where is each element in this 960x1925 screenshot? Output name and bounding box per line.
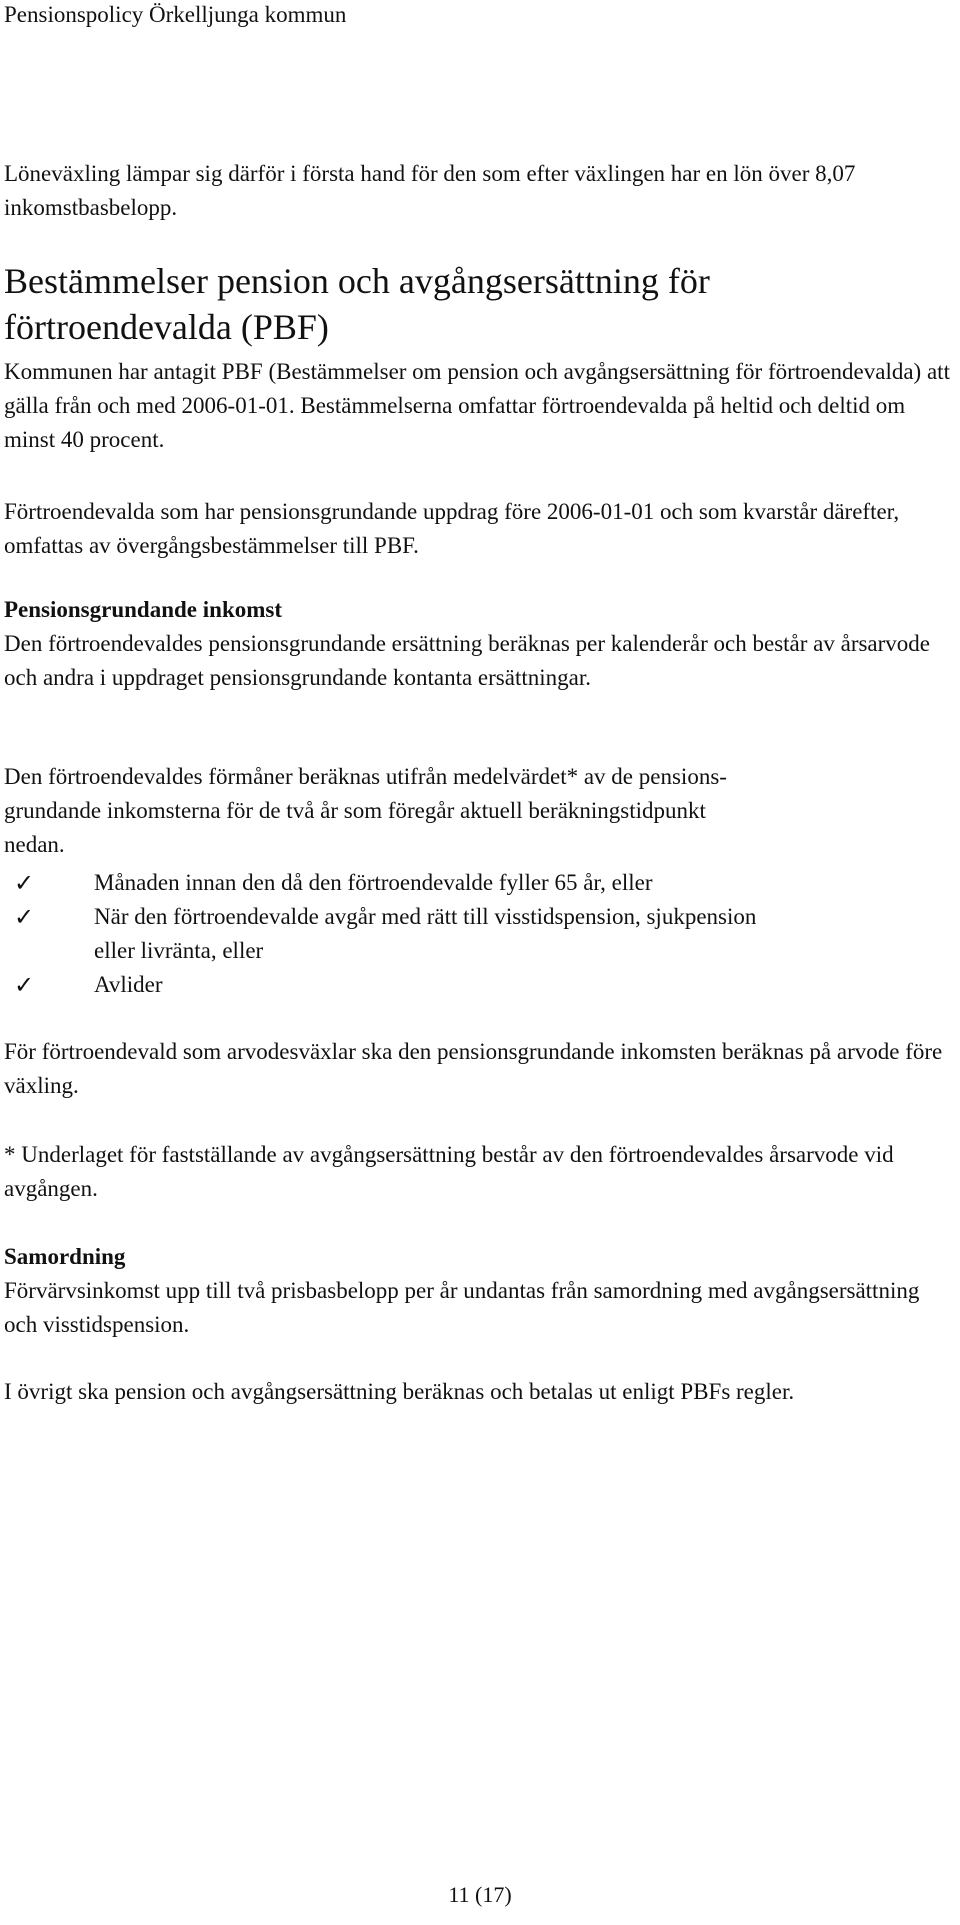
check-icon: ✓ bbox=[13, 869, 35, 897]
checklist-item-text-continued: eller livränta, eller bbox=[94, 938, 264, 963]
checklist bbox=[4, 866, 956, 1002]
checklist-item-text: Avlider bbox=[94, 972, 163, 997]
paragraph-inkomst-2-line1: Den förtroendevaldes förmåner beräknas utifrån medelvärdet* av de pensions- bbox=[4, 764, 727, 789]
paragraph-inkomst-2 bbox=[4, 760, 956, 862]
section-heading-inkomst: Pensionsgrundande inkomst bbox=[4, 597, 282, 622]
section-heading-pbf-line1: Bestämmelser pension och avgångsersättning för bbox=[4, 261, 710, 301]
paragraph-samordning-2: I övrigt ska pension och avgångsersättning beräknas och betalas ut enligt PBFs regler. bbox=[4, 1379, 795, 1404]
check-icon: ✓ bbox=[13, 903, 35, 931]
paragraph-arvodesvaxling: För förtroendevald som arvodesväxlar ska den pensionsgrundande inkomsten beräknas på arvode före växling. bbox=[4, 1039, 943, 1098]
checklist-item bbox=[4, 900, 956, 968]
paragraph-pbf-transition: Förtroendevalda som har pensionsgrundande uppdrag före 2006-01-01 och som kvarstår därefter, omfattas av övergångsbestämmelser till PBF. bbox=[4, 499, 900, 558]
checklist-item bbox=[4, 866, 956, 900]
paragraph-inkomst-1: Den förtroendevaldes pensionsgrundande ersättning beräknas per kalenderår och består av årsarvode och andra i uppdraget pensionsgrundande kontanta ersättningar. bbox=[4, 631, 931, 690]
check-icon: ✓ bbox=[13, 971, 35, 999]
checklist-item-text: Månaden innan den då den förtroendevalde fyller 65 år, eller bbox=[94, 870, 653, 895]
paragraph-inkomst-2-line3: nedan. bbox=[4, 832, 65, 857]
checklist-item-text: När den förtroendevalde avgår med rätt till visstidspension, sjukpension bbox=[94, 904, 757, 929]
paragraph-lonevaxling: Löneväxling lämpar sig därför i första hand för den som efter växlingen har en lön över 8,07 inkomstbasbelopp. bbox=[4, 161, 856, 220]
checklist-item bbox=[4, 968, 956, 1002]
section-heading-samordning: Samordning bbox=[4, 1244, 126, 1269]
section-heading-pbf-line2: förtroendevalda (PBF) bbox=[4, 307, 329, 347]
paragraph-pbf-intro: Kommunen har antagit PBF (Bestämmelser om pension och avgångsersättning för förtroendevalda) att gälla från och med 2006-01-01. Bestämmelserna omfattar förtroendevalda på heltid och deltid om minst 40 procent. bbox=[4, 359, 950, 452]
footnote-underlag: * Underlaget för fastställande av avgångsersättning består av den förtroendevaldes årsarvode vid avgången. bbox=[4, 1142, 894, 1201]
page-header-title: Pensionspolicy Örkelljunga kommun bbox=[4, 2, 347, 27]
paragraph-samordning-1: Förvärvsinkomst upp till två prisbasbelopp per år undantas från samordning med avgångsersättning och visstidspension. bbox=[4, 1278, 920, 1337]
page-number: 11 (17) bbox=[448, 1882, 512, 1907]
section-heading-pbf bbox=[4, 258, 956, 350]
paragraph-inkomst-2-line2: grundande inkomsterna för de två år som föregår aktuell beräkningstidpunkt bbox=[4, 798, 706, 823]
